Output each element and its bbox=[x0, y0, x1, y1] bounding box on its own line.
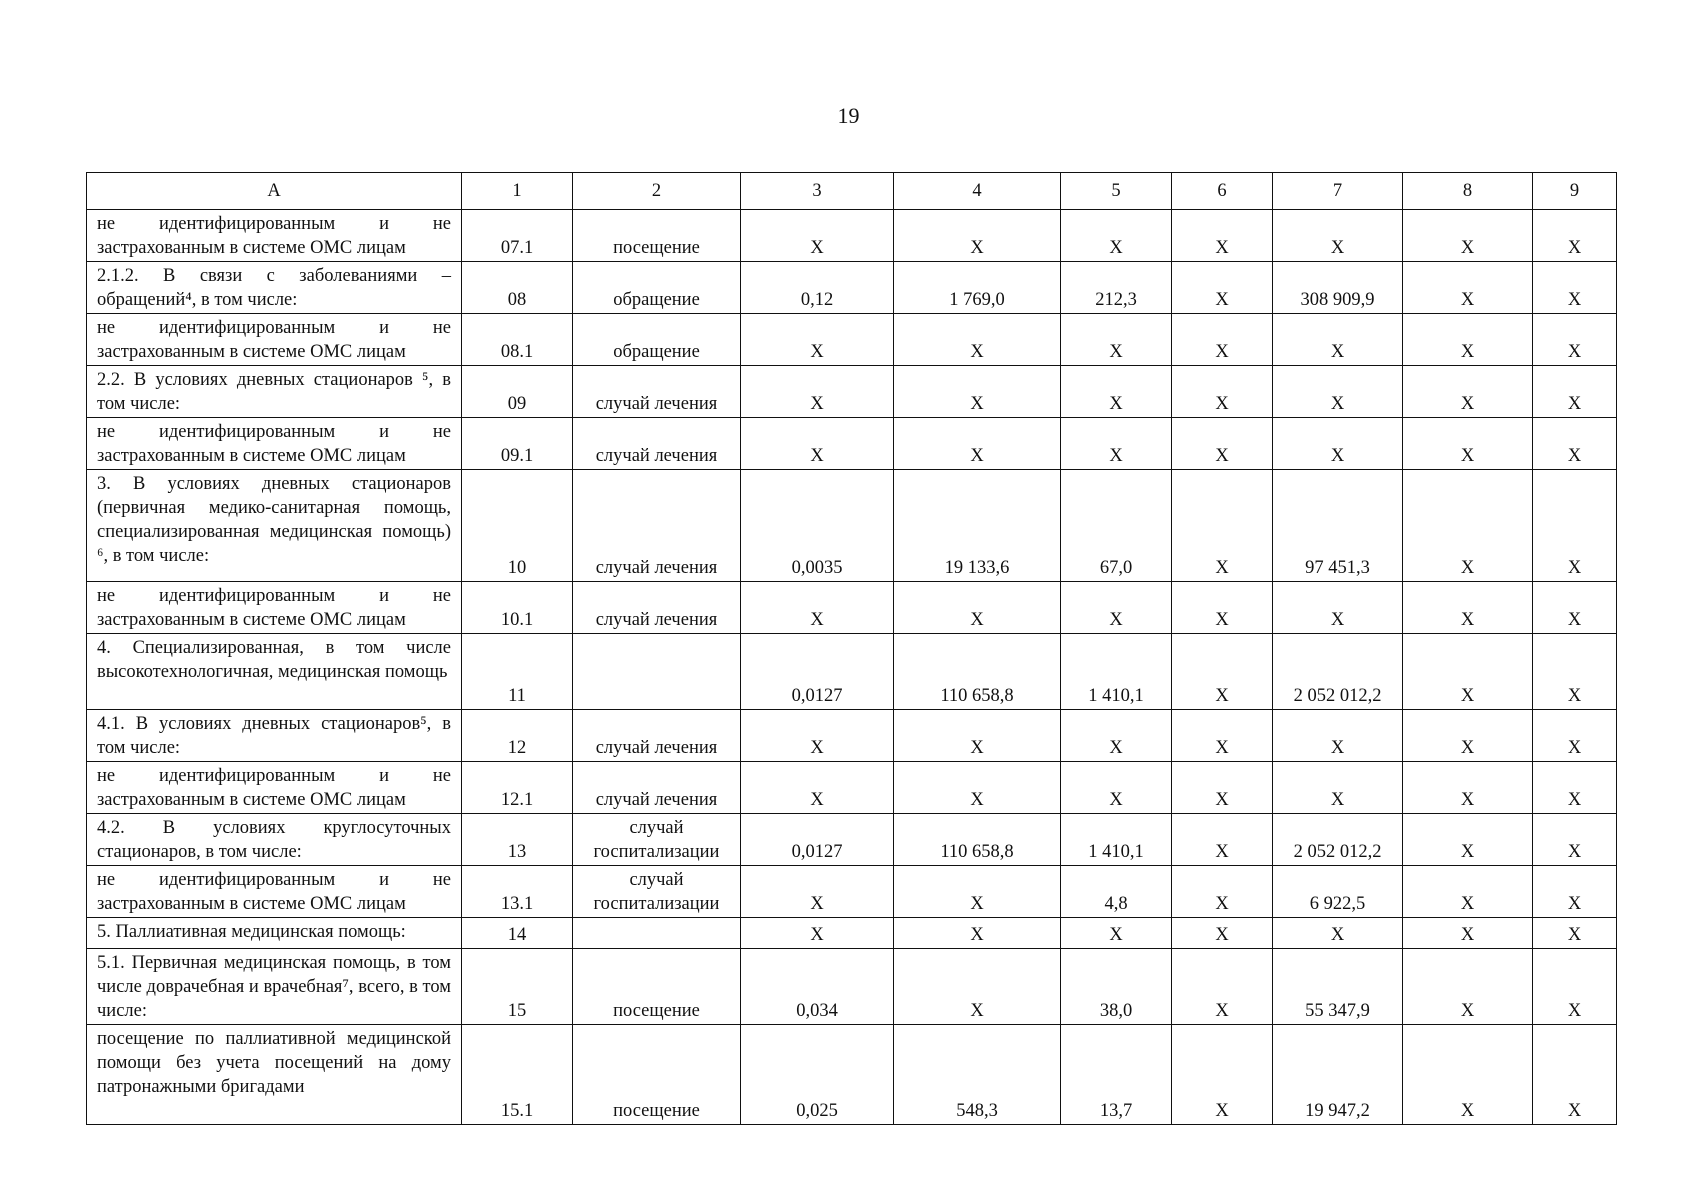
table-row bbox=[87, 262, 1617, 314]
row-unit bbox=[573, 634, 741, 710]
row-col6: X bbox=[1172, 762, 1273, 814]
row-code: 14 bbox=[462, 918, 573, 949]
row-label: 4.1. В условиях дневных стационаров⁵, в том числе: bbox=[87, 710, 462, 762]
row-col4: X bbox=[894, 366, 1061, 418]
row-unit: случай лечения bbox=[573, 762, 741, 814]
row-col6: X bbox=[1172, 634, 1273, 710]
header-cell-7: 7 bbox=[1273, 173, 1403, 210]
row-col7: X bbox=[1273, 762, 1403, 814]
row-label: 2.1.2. В связи с заболеваниями – обращений⁴, в том числе: bbox=[87, 262, 462, 314]
row-col3: X bbox=[741, 918, 894, 949]
row-unit: посещение bbox=[573, 1025, 741, 1125]
row-unit: случай лечения bbox=[573, 470, 741, 582]
row-col6: X bbox=[1172, 314, 1273, 366]
row-col5: X bbox=[1061, 918, 1172, 949]
row-col9: X bbox=[1533, 710, 1617, 762]
row-col9: X bbox=[1533, 949, 1617, 1025]
table-row bbox=[87, 366, 1617, 418]
row-code: 12 bbox=[462, 710, 573, 762]
row-col7: X bbox=[1273, 918, 1403, 949]
row-col7: 308 909,9 bbox=[1273, 262, 1403, 314]
row-col3: 0,034 bbox=[741, 949, 894, 1025]
row-col8: X bbox=[1403, 634, 1533, 710]
header-cell-9: 9 bbox=[1533, 173, 1617, 210]
row-col3: 0,0127 bbox=[741, 814, 894, 866]
row-col9: X bbox=[1533, 366, 1617, 418]
row-code: 08 bbox=[462, 262, 573, 314]
row-code: 10.1 bbox=[462, 582, 573, 634]
row-col5: 1 410,1 bbox=[1061, 634, 1172, 710]
row-col6: X bbox=[1172, 418, 1273, 470]
row-col4: X bbox=[894, 762, 1061, 814]
row-col9: X bbox=[1533, 918, 1617, 949]
row-label: 3. В условиях дневных стационаров (первичная медико-санитарная помощь, специализированная медицинская помощь) ⁶, в том числе: bbox=[87, 470, 462, 582]
header-cell-1: 1 bbox=[462, 173, 573, 210]
row-code: 07.1 bbox=[462, 210, 573, 262]
table-row bbox=[87, 710, 1617, 762]
header-cell-a: А bbox=[87, 173, 462, 210]
row-col3: X bbox=[741, 866, 894, 918]
row-col9: X bbox=[1533, 866, 1617, 918]
row-code: 15 bbox=[462, 949, 573, 1025]
row-col7: X bbox=[1273, 314, 1403, 366]
row-col4: X bbox=[894, 582, 1061, 634]
row-col5: 67,0 bbox=[1061, 470, 1172, 582]
row-col8: X bbox=[1403, 314, 1533, 366]
row-col3: X bbox=[741, 314, 894, 366]
row-col7: 2 052 012,2 bbox=[1273, 814, 1403, 866]
row-unit: случай госпитализации bbox=[573, 866, 741, 918]
row-label: не идентифицированным и не застрахованным в системе ОМС лицам bbox=[87, 582, 462, 634]
row-col3: 0,025 bbox=[741, 1025, 894, 1125]
row-code: 08.1 bbox=[462, 314, 573, 366]
row-col9: X bbox=[1533, 418, 1617, 470]
header-cell-2: 2 bbox=[573, 173, 741, 210]
row-code: 15.1 bbox=[462, 1025, 573, 1125]
row-col8: X bbox=[1403, 366, 1533, 418]
row-col3: X bbox=[741, 418, 894, 470]
row-label: не идентифицированным и не застрахованным в системе ОМС лицам bbox=[87, 210, 462, 262]
row-label: 2.2. В условиях дневных стационаров ⁵, в том числе: bbox=[87, 366, 462, 418]
row-col3: 0,0035 bbox=[741, 470, 894, 582]
row-col6: X bbox=[1172, 582, 1273, 634]
row-col5: 212,3 bbox=[1061, 262, 1172, 314]
table-row bbox=[87, 762, 1617, 814]
row-col5: X bbox=[1061, 314, 1172, 366]
row-label: 5. Паллиативная медицинская помощь: bbox=[87, 918, 462, 949]
row-col9: X bbox=[1533, 314, 1617, 366]
table-row bbox=[87, 582, 1617, 634]
row-label: 4.2. В условиях круглосуточных стационаров, в том числе: bbox=[87, 814, 462, 866]
table-row bbox=[87, 418, 1617, 470]
row-col3: X bbox=[741, 366, 894, 418]
header-cell-3: 3 bbox=[741, 173, 894, 210]
row-label: 5.1. Первичная медицинская помощь, в том числе доврачебная и врачебная⁷, всего, в том числе: bbox=[87, 949, 462, 1025]
row-col3: 0,12 bbox=[741, 262, 894, 314]
header-cell-5: 5 bbox=[1061, 173, 1172, 210]
row-col9: X bbox=[1533, 262, 1617, 314]
row-col4: 110 658,8 bbox=[894, 814, 1061, 866]
row-col8: X bbox=[1403, 1025, 1533, 1125]
row-code: 11 bbox=[462, 634, 573, 710]
table-row bbox=[87, 866, 1617, 918]
row-col5: X bbox=[1061, 210, 1172, 262]
row-col8: X bbox=[1403, 949, 1533, 1025]
row-col4: 19 133,6 bbox=[894, 470, 1061, 582]
table-header-row bbox=[87, 173, 1617, 210]
row-unit: случай лечения bbox=[573, 710, 741, 762]
row-col7: X bbox=[1273, 418, 1403, 470]
row-col7: X bbox=[1273, 582, 1403, 634]
row-label: 4. Специализированная, в том числе высокотехнологичная, медицинская помощь bbox=[87, 634, 462, 710]
row-col3: X bbox=[741, 710, 894, 762]
row-col9: X bbox=[1533, 470, 1617, 582]
row-col4: X bbox=[894, 949, 1061, 1025]
row-col4: X bbox=[894, 418, 1061, 470]
row-label: не идентифицированным и не застрахованным в системе ОМС лицам bbox=[87, 866, 462, 918]
row-col5: X bbox=[1061, 366, 1172, 418]
row-col8: X bbox=[1403, 918, 1533, 949]
row-col8: X bbox=[1403, 710, 1533, 762]
row-col8: X bbox=[1403, 470, 1533, 582]
table-row bbox=[87, 918, 1617, 949]
row-col9: X bbox=[1533, 762, 1617, 814]
row-col9: X bbox=[1533, 814, 1617, 866]
row-col7: X bbox=[1273, 210, 1403, 262]
row-col7: 97 451,3 bbox=[1273, 470, 1403, 582]
row-col4: X bbox=[894, 866, 1061, 918]
page-number: 19 bbox=[837, 103, 860, 128]
row-col3: X bbox=[741, 582, 894, 634]
table-row bbox=[87, 314, 1617, 366]
row-unit: посещение bbox=[573, 949, 741, 1025]
row-code: 13.1 bbox=[462, 866, 573, 918]
row-col5: X bbox=[1061, 418, 1172, 470]
row-code: 09 bbox=[462, 366, 573, 418]
row-col6: X bbox=[1172, 814, 1273, 866]
row-label: не идентифицированным и не застрахованным в системе ОМС лицам bbox=[87, 762, 462, 814]
row-unit: обращение bbox=[573, 314, 741, 366]
row-col8: X bbox=[1403, 210, 1533, 262]
row-col3: X bbox=[741, 762, 894, 814]
row-col7: X bbox=[1273, 366, 1403, 418]
data-table bbox=[86, 172, 1617, 1125]
row-col6: X bbox=[1172, 470, 1273, 582]
row-col6: X bbox=[1172, 918, 1273, 949]
row-col7: 6 922,5 bbox=[1273, 866, 1403, 918]
row-unit: посещение bbox=[573, 210, 741, 262]
row-unit bbox=[573, 918, 741, 949]
table-row bbox=[87, 1025, 1617, 1125]
row-col6: X bbox=[1172, 949, 1273, 1025]
row-col4: 110 658,8 bbox=[894, 634, 1061, 710]
row-col9: X bbox=[1533, 582, 1617, 634]
row-code: 12.1 bbox=[462, 762, 573, 814]
row-col4: X bbox=[894, 710, 1061, 762]
row-col6: X bbox=[1172, 366, 1273, 418]
table-row bbox=[87, 949, 1617, 1025]
row-label: не идентифицированным и не застрахованным в системе ОМС лицам bbox=[87, 314, 462, 366]
header-cell-8: 8 bbox=[1403, 173, 1533, 210]
row-code: 10 bbox=[462, 470, 573, 582]
row-col8: X bbox=[1403, 262, 1533, 314]
row-col9: X bbox=[1533, 1025, 1617, 1125]
row-label: не идентифицированным и не застрахованным в системе ОМС лицам bbox=[87, 418, 462, 470]
row-col4: X bbox=[894, 314, 1061, 366]
row-col6: X bbox=[1172, 866, 1273, 918]
row-col6: X bbox=[1172, 262, 1273, 314]
header-cell-6: 6 bbox=[1172, 173, 1273, 210]
row-unit: случай госпитализации bbox=[573, 814, 741, 866]
row-col8: X bbox=[1403, 418, 1533, 470]
row-col7: X bbox=[1273, 710, 1403, 762]
header-cell-4: 4 bbox=[894, 173, 1061, 210]
row-unit: обращение bbox=[573, 262, 741, 314]
row-unit: случай лечения bbox=[573, 582, 741, 634]
row-col5: 13,7 bbox=[1061, 1025, 1172, 1125]
row-col5: 38,0 bbox=[1061, 949, 1172, 1025]
row-col8: X bbox=[1403, 582, 1533, 634]
row-col3: 0,0127 bbox=[741, 634, 894, 710]
row-col8: X bbox=[1403, 866, 1533, 918]
row-col8: X bbox=[1403, 762, 1533, 814]
row-col6: X bbox=[1172, 210, 1273, 262]
row-col4: X bbox=[894, 210, 1061, 262]
row-col8: X bbox=[1403, 814, 1533, 866]
row-code: 13 bbox=[462, 814, 573, 866]
row-col3: X bbox=[741, 210, 894, 262]
row-col6: X bbox=[1172, 710, 1273, 762]
table-row bbox=[87, 210, 1617, 262]
row-col4: 1 769,0 bbox=[894, 262, 1061, 314]
table-row bbox=[87, 814, 1617, 866]
row-col5: 4,8 bbox=[1061, 866, 1172, 918]
table-row bbox=[87, 470, 1617, 582]
row-col9: X bbox=[1533, 634, 1617, 710]
row-label: посещение по паллиативной медицинской помощи без учета посещений на дому патронажными бригадами bbox=[87, 1025, 462, 1125]
row-col7: 55 347,9 bbox=[1273, 949, 1403, 1025]
row-col5: 1 410,1 bbox=[1061, 814, 1172, 866]
row-code: 09.1 bbox=[462, 418, 573, 470]
row-col5: X bbox=[1061, 762, 1172, 814]
row-col5: X bbox=[1061, 710, 1172, 762]
row-col7: 2 052 012,2 bbox=[1273, 634, 1403, 710]
row-col9: X bbox=[1533, 210, 1617, 262]
table-row bbox=[87, 634, 1617, 710]
row-unit: случай лечения bbox=[573, 418, 741, 470]
row-col5: X bbox=[1061, 582, 1172, 634]
row-col6: X bbox=[1172, 1025, 1273, 1125]
row-col4: X bbox=[894, 918, 1061, 949]
row-col4: 548,3 bbox=[894, 1025, 1061, 1125]
row-unit: случай лечения bbox=[573, 366, 741, 418]
row-col7: 19 947,2 bbox=[1273, 1025, 1403, 1125]
